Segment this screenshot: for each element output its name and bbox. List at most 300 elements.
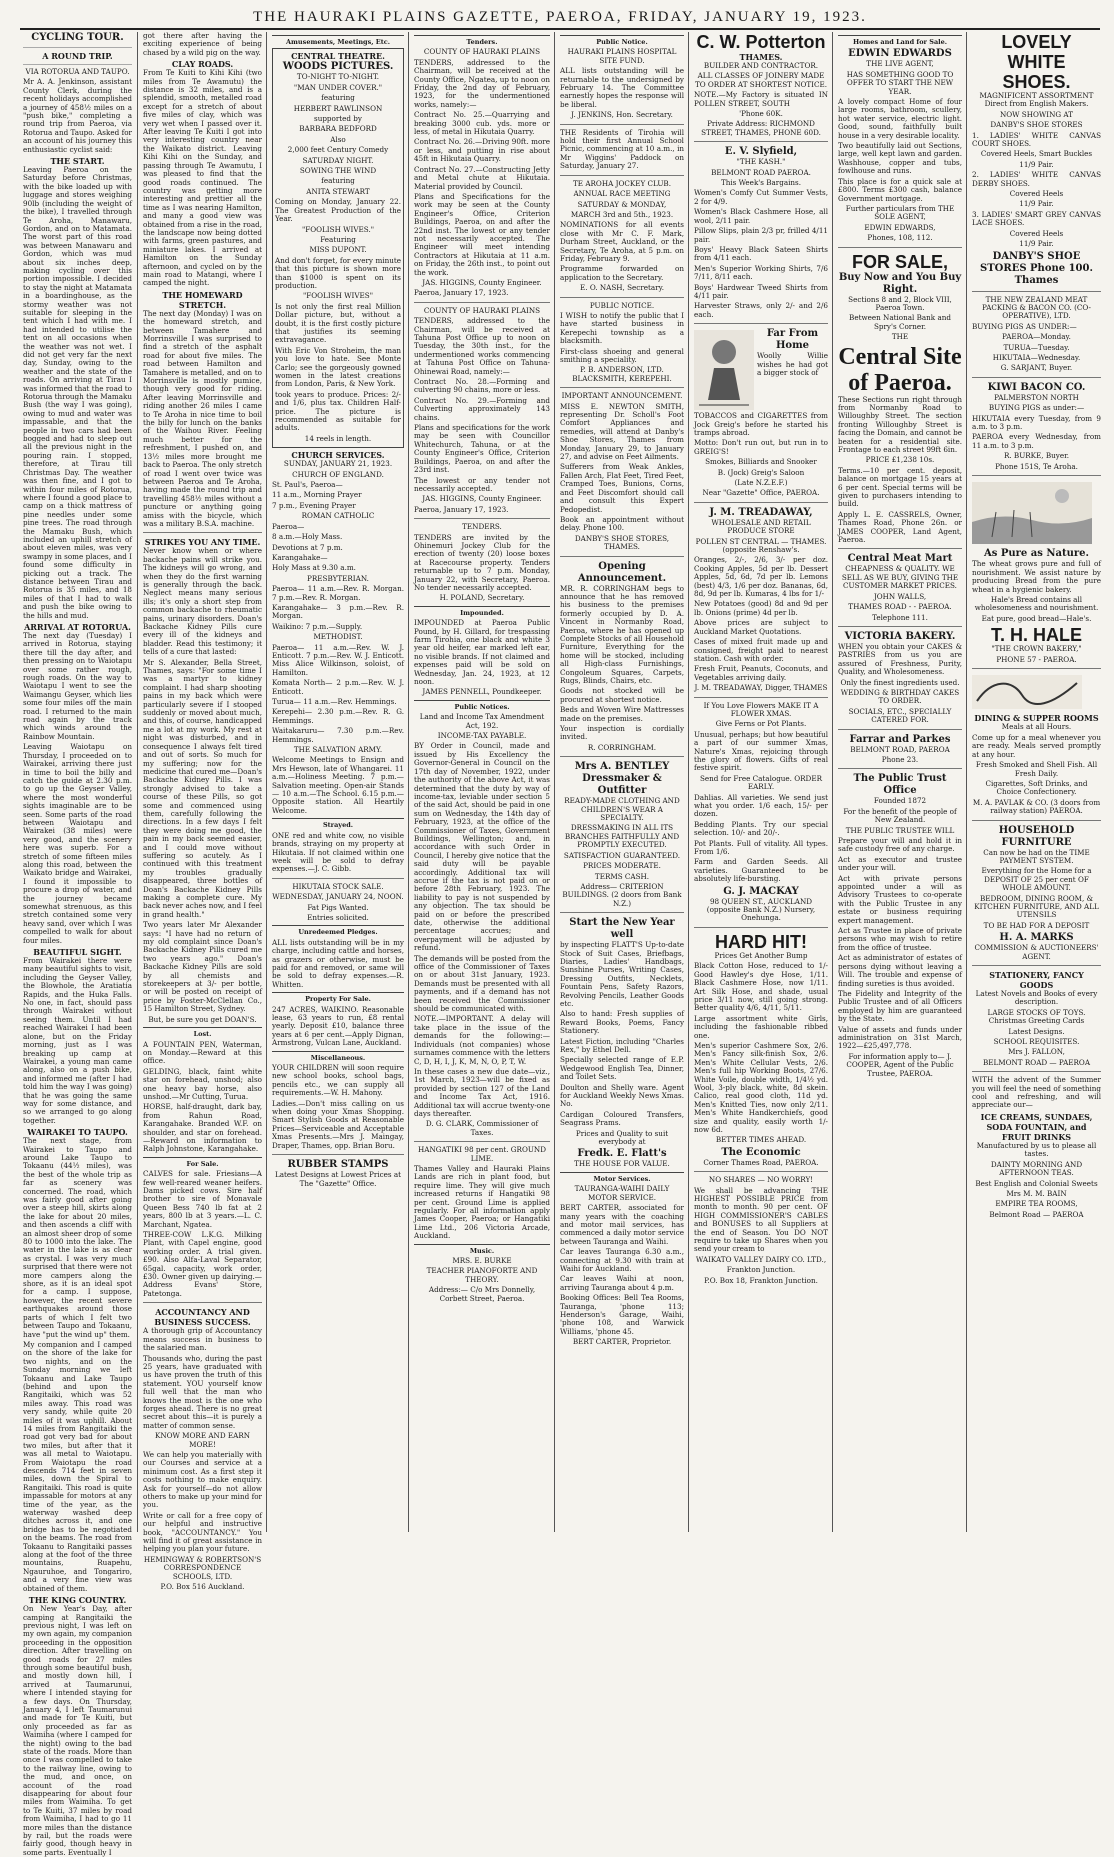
rubber-stamps: RUBBER STAMPS [287,1159,389,1171]
column-rule [137,32,138,1532]
text: TEACHER PIANOFORTE AND THEORY. [426,1266,538,1284]
text: ROMAN CATHOLIC [301,511,375,521]
film-title: SOWING THE WIND [299,166,377,176]
signature: JAS. HIGGINS, County Engineer. [422,277,542,287]
paragraph: Never know when or where backache pains will strike you. The kidneys will go wrong, and when they do the first warning is generally through the back. Neglect means many serious ills; it's only a short step from common backache to rheumatic pains, urinary disorders. Doan's Backache Kidney Pills cure every ill of the kidneys and bladder. Read this testimony; it tells of a cure that lasted: [143,546,262,657]
hard-hit-heading: HARD HIT! [715,931,807,952]
text: Booking Offices: Bell Tea Rooms, Tauranga, 'phone 113; Henderson's Garage, Waihi, 'phone 108, and Warwick Williams, 'phone 45. [560,1293,684,1336]
paragraph: The next day (Tuesday) I arrived in Rotorua, staying there till the day after, and then pressing on to Waiotapu over some rather rough, rough roads. On the way to Waiotapu I went to see the Waimangu Geyser, which lies some four miles off the main road. I returned to the main road again by the track which winds around the Rainbow Mountain. [23,631,132,741]
classified: HORSE, half-draught, dark bay, from Rahun Road, Karangahake. Branded W.F. on shoulder, and star on forehead.—Reward on information to Ralph Johnstone, Karangahake. [143,1102,262,1154]
text: We shall be advancing THE HIGHEST POSSIBLE PRICE from month to month. 90 per cent. OF HIGH COMMISSIONER'S CABLES and BONUSES to all Suppliers at the end of Season. You DO NOT require to take up Shares when you send your cream to [694,1185,828,1254]
dining-heading: DINING & SUPPER ROOMS [974,713,1099,724]
text: Black Cotton Hose, reduced to 1/- Good Hawley's dye Hose, 1/11. Black Cashmere Hose, now 1/11. Art Silk Hose, and shade, usual price 3/11 now, still going strong. Better quality 4/6, 4/11, 5/11. [694,961,828,1013]
section-label: Public Notices. [414,700,550,711]
section-label: Motor Services. [560,1172,684,1183]
section-heading: THE HOMEWARD STRETCH. [162,289,243,310]
signature: D. G. CLARK, Commissioner of Taxes. [425,1119,539,1137]
text: PRICE £1,238 10s. [865,455,935,465]
text: St. Paul's, Paeroa— [272,480,343,490]
text: 11/9 Pair. [1019,199,1054,209]
paragraph: P.O. Box 516 Auckland. [160,1582,245,1592]
text: Book an appointment without delay. Phone 100. [560,514,684,533]
text: JOHN WALLS, [873,591,927,601]
signature: R. CORRINGHAM. [587,742,657,752]
ad-heading: STRIKES YOU ANY TIME. [144,537,261,548]
column-rule [554,32,555,1532]
text: TERMS CASH. [594,871,650,881]
text: Bedding Plants. Try our special selection. 10/- and 20/-. [694,819,828,838]
masthead: THE HAURAKI PLAINS GAZETTE, PAEROA, FRIDAY, JANUARY 19, 1923. [20,6,1100,30]
text: Plans and specifications for the work may be seen with Councillor Whitechurch, Tahuna, or at the County Engineer's Office, Criterion Buildings, Paeroa, on and after the 23rd inst. [414,423,550,475]
classified: GELDING, black, faint white star on forehead, unshod; also one heavy bay horse, also unshod.—Mr Cutting, Turua. [143,1066,262,1101]
text: 11 a.m., Morning Prayer [272,490,362,500]
text: SOCIALS, ETC., SPECIALLY CATERED FOR. [848,706,952,725]
section-label: Property For Sale. [272,992,404,1003]
paragraph: Leaving Paeroa on the Saturday before Christmas, with the bike loaded up with luggage and stores weighing 90lb (including the weight of the bike), I travelled through Te Aroha, Manawaru, Gordon, and on to Matamata. The worst part of this road was between Manawaru and Gordon, which was mud about six inches deep, making cycling over this portion impossible. I decided to stay the night at Matamata in a boardinghouse, as the stormy weather was not suitable for sleeping in the tent which I had with me. I had intended to utilise the tent on all occasions when the weather was not wet. I did not get very far the next day, Sunday, owing to the weather and the state of the roads. On arriving at Tirau I was informed that the road to Rotorua through the Mamaku Bush (the way I was going), owing to mud and water was impassable, and that the people in two cars had been bogged and had to sleep out all the previous night in the pouring rain. I stopped, therefore, at Tirau till Christmas Day. The weather was then fine, and I got to within four miles of Rotorua, where I found a good place to camp on a thick mattress of pine needles under some pine trees. The road through the Mamaku Bush, which included an uphill stretch of about eleven miles, was very swampy in some places, and I found some difficulty in picking out a track. The distance between Tirau and Rotorua is 35 miles, and 18 miles of that I had to walk and push the bike owing to the hills and mud. [23,165,132,620]
section-label: Unredeemed Pledges. [272,925,404,936]
text: Pot Plants. Full of vitality. All types. From 1/6. [694,838,828,857]
text: Latest Novels and Books of every description. [975,989,1098,1007]
column-cycling-tour [20,32,135,1857]
text: Programme forwarded on application to the Secretary. [560,264,684,282]
paragraph: Mr S. Alexander, Bella Street, Thames, says: "For some time I was a martyr to kidney complaint. I had sharp shooting pains in my back which were particularly severe if I stooped suddenly or moved about much, and this, of course, handicapped me a lot at my work. My rest at night was disturbed, and in consequence I always felt tired and out of sorts. So much for my suffering; now for the medicine that cured me—Doan's Backache Kidney Pills. I was strongly advised to take a course of these Pills, so got some and commenced using them, carefully following the directions. In a few days I felt they were doing me good, the pain in my back seemed easier, and I could move without suffering so acutely. As I continued with this treatment my troubles gradually disappeared, three bottles of Doan's Backache Kidney Pills making a complete cure. My back never aches now, and I feel in grand health." [143,657,262,919]
text: 11/9 Pair. [1019,239,1054,249]
text: featuring [321,93,355,103]
text: TE AROHA JOCKEY CLUB. [573,178,671,188]
classified: A FOUNTAIN PEN, Waterman, on Monday.—Reward at this office. [143,1039,262,1066]
text: METHODIST. [313,632,363,642]
text: MR. R. CORRINGHAM begs to announce that he has removed his business to the premises formerly occupied by D. A. Vincent in Normanby Road, Paeroa, where he has opened up Complete Stocks of all Household Furniture, Everything for the home will be stocked, including all High-class Furnishings, Congoleum Squares, Carpets, Rugs, Blinds, Chairs, etc. [560,583,684,685]
text: SUNDAY, JANUARY 21, 1923. [283,459,393,469]
text: 8 a.m.—Holy Mass. [272,532,343,542]
text: SATURDAY & MONDAY, [577,199,667,209]
text: by inspecting FLATT'S Up-to-date Stock of Suit Cases, Briefbags, Diaries, Ladies' Handbags, Sunshine Purses, Writing Cases, Dressing Outfits, Necklets, Fountain Pens, Safety Razors, Revolving Pencils, Leather Goods etc. [560,940,684,1008]
text: Cases of mixed fruit made up and consigned, freight paid to nearest station. Cash with order. [694,637,828,663]
classified: ONE red and white cow, no visible brands, straying on my property at Hikutaia. If not claimed within one week will be sold to defray expenses.—J. C. Gibb. [272,830,404,874]
text: Everything for the Home for a DEPOSIT OF 25 per cent OF WHOLE AMOUNT. [981,866,1092,893]
text: Value of assets and funds under administration on 31st March, 1922—£25,497,778. [838,1024,962,1051]
text: Corner Thames Road, PAEROA. [703,1157,819,1167]
text: SATISFACTION GUARANTEED. [563,850,681,860]
wheat-field-illustration [972,482,1092,544]
text: THE SALVATION ARMY. [293,745,383,755]
text: For information apply to— J. COOPER, Agent of the Public Trustee, PAEROA. [846,1051,954,1078]
text: The wheat grows pure and full of nourishment. We assist nature by producing Bread from the pure wheat in a hygienic bakery. [972,559,1101,594]
column-rule [266,32,267,1532]
text: Also to hand: Fresh supplies of Reward Books, Poems, Fancy Stationery. [560,1009,684,1036]
text: Doulton and Shelly ware. Agent for Auckland Weekly News Xmas. No. [560,1082,684,1109]
text: Goods not stocked will be procured at shortest notice. [560,686,684,704]
text: BETTER TIMES AHEAD. [715,1135,807,1145]
text: Paeroa, January 17, 1923. [414,288,509,298]
text: Pillow Slips, plain 2/3 pr, frilled 4/11 pair. [694,226,828,244]
text: Address— CRITERION BUILDINGS. (2 doors from Bank N.Z.) [562,881,682,908]
text: Private Address: RICHMOND STREET, THAMES, PHONE 60D. [701,119,821,137]
kiwi-bacon-heading: KIWI BACON CO. [987,381,1086,393]
text: Sections 8 and 2, Block VIII, Paeroa Town. [848,294,952,312]
text: Paeroa— [272,521,305,531]
text: The demands will be posted from the office of the Commissioner of Taxes on or about 31st January, 1923. Demands must be presented with all payments, and if a demand has not been received the Commissioner should be communicated with. [414,953,550,1014]
classified: Ladies.—Don't miss calling on us when doing your Xmas Shopping. Smart Stylish Goods at Reasonable Prices—Serviceable and Acceptable Xmas Presents.—Mrs J. Maingay, Draper, Thames, opp. Brian Boru. [272,1098,404,1150]
classified: CALVES for sale. Friesians—A few well-reared weaner heifers. Dams picked cows. Sire half brother to sire of Monavale Queen Bess 740 lb fat at 2 years, 800 lb at 3 years.—L. C. Marchant, Ngatea. [143,1169,262,1229]
text: Frankton Junction. [726,1265,796,1275]
text: READY-MADE CLOTHING AND CHILDREN'S WEAR A SPECIALTY. [564,796,680,823]
text: Manufactured by us to please all tastes. [976,1140,1097,1159]
text: Belmont Road — PAEROA [989,1209,1084,1219]
text: Paeroa— 11 a.m.—Rev. R. Morgan. 7 p.m.—Rev. R. Morgan. [272,584,404,602]
text: ANNUAL RACE MEETING [573,189,671,199]
text: LARGE STOCKS OF TOYS. Christmas Greeting Cards [987,1007,1086,1026]
text: CHEAPNESS & QUALITY. WE SELL AS WE BUY, GIVING THE CUSTOMER MARKET PRICES. [841,564,959,591]
text: Paeroa— 11 a.m.—Rev. W. J. Enticott. 7 p.m.—Rev. W. J. Enticott. Miss Alice Wilkinson, soloist, of Hamilton. [272,642,404,677]
lovely-white-shoes-heading: LOVELY WHITE SHOES. [1001,32,1072,92]
public-trust-heading: The Public Trust Office [853,773,947,797]
text: Covered Heels [1009,189,1064,199]
actor: BARBARA BEDFORD [299,124,377,134]
text: WHEN you obtain your CAKES & PASTRIES from us you are assured of Freshness, Purity, Quality, and Wholesomeness. [838,641,962,677]
text: Phone 23. [881,754,919,764]
column-rule [408,32,409,1532]
text: Latest Designs. [1008,1026,1065,1036]
section-label: Public Notice. [560,35,684,46]
text: PAEROA—Monday. [1002,332,1071,342]
text: TURUA—Tuesday. [1003,342,1070,352]
classified: 247 ACRES, WAIKINO. Reasonable lease, 63 years to run, £8 rental yearly. Deposit £10, balance three years at 6 per cent.—Apply Dignan, Armstrong, Vulcan Lane, Auckland. [272,1004,404,1048]
text: Above prices are subject to Auckland Market Quotations. [694,618,828,636]
farrar-heading: Farrar and Parkes [849,733,951,745]
text: Women's Black Cashmere Hose, all wool, 2/11 pair. [694,207,828,225]
text: Can now be had on the TIME PAYMENT SYSTEM. [983,847,1090,865]
article-subtitle-2: VIA ROTORUA AND TAUPO. [25,67,130,76]
section-label-sale: For Sale. [143,1157,262,1168]
text: Cigarettes, Soft Drinks, and Choice Confectionery. [985,778,1088,797]
text: In these cases a new due date—viz., 1st March, 1923—will be fixed as provided by section 127 of the Land and Income Tax Act, 1916. Additional tax will accrue twenty-one days thereafter. [414,1066,550,1118]
text: HIKUTAIA STOCK SALE. [292,881,384,891]
text: Farm and Garden Seeds. All varieties. Guaranteed to be absolutely life-bursting. [694,857,828,884]
paragraph: The next stage, from Wairakei to Taupo and around Lake Taupo to Tokaanu (44½ miles), was the best of the whole trip as far as scenery was concerned. The road, which was fairly good after going over a steep hill, skirts along the lake for about 20 miles, and then ascends a cliff with an almost sheer drop of some 80 to 1000 into the lake. The water in the lake is as clear as crystal. I was very much surprised that there were not more campers along the shore, as it is an ideal spot for a camp. I suppose, however, the recent severe earthquakes around those parts of which I felt two between Taupo and Tokaanu, have "put the wind up" them. [23,1136,132,1339]
text: WEDDING & BIRTHDAY CAKES TO ORDER. [840,687,960,706]
text: Apply L. E. CASSRELS, Owner, Thames Road, Phone 26n. or JAMES COOPER, Land Agent, Paeroa. [838,509,962,545]
text: BERT CARTER, associated for many years with the coaching and motor mail services, has commenced a daily motor service between Tauranga and Waihi. [560,1203,684,1246]
text: Smokes, Billiards and Snooker [705,457,817,467]
text: 98 QUEEN ST., AUCKLAND (opposite Bank N.Z.) Nursery, Onehunga. [706,896,816,923]
text: 14 reels in length. [304,433,372,443]
text: First-class shoeing and general smithing a speciality. [560,346,684,364]
column-rule [966,32,967,1532]
column-rule [832,32,833,1532]
bentley-heading: Mrs A. BENTLEY Dressmaker & Outfitter [574,761,670,797]
text: HAURAKI PLAINS HOSPITAL SITE FUND. [567,47,677,65]
paragraph: got there after having the exciting experience of being chased by a wild pig on the way. [143,31,262,57]
paragraph: Write or call for a free copy of our helpful and instructive book, "ACCOUNTANCY." You will find it of great assistance in helping you plan your future. [143,1510,262,1554]
section-label: Amusements, Meetings, Etc. [272,35,404,46]
section-heading: ARRIVAL AT ROTORUA. [24,622,131,632]
text: J. M. TREADAWAY, Digger, THAMES [694,683,828,693]
text: DANBY'S SHOE STORES [990,120,1083,130]
treadaway-heading: J. M. TREADAWAY, [709,506,813,518]
text: BELMONT ROAD, PAEROA [850,744,950,754]
text: HANGATIKI 98 per cent. GROUND LIME. [418,1145,546,1163]
text: A lovely compact Home of four large rooms, bathroom, scullery, hot water service, electric light. Good, sound, faithfully built house in a very desirable locality. [838,97,962,140]
text: took years to produce. Prices: 2/- and 1/6, plus tax. Children Half-price. The picture is recommended as suitable for adults. [275,389,401,433]
text: TENDERS are invited by the Ohinemuri Jockey Club for the erection of twenty (20) loose boxes at Racecourse property. Tenders returnable up to 7 p.m. Monday, January 22, with Secretary, Paeroa. No tender necessarily accepted. [414,532,550,592]
column-2 [140,31,265,1592]
text: Oranges, 2/-, 2/6, 3/- per doz. Cooking Apples, 5d per lb. Dessert Apples, 5d, 6d, 7d per lb. Lemons (best) 4/3, 1/6 per doz. Bananas, 6d, 8d, 9d per lb. Kumaras, 4 lbs for 1/- [694,555,828,599]
paragraph: Thousands who, during the past 25 years, have graduated with us have proven the truth of this statement. YOU yourself know full well that the man who knows the most is the one who forges ahead. There is no great secret about this—it is purely a matter of common sense. [143,1353,262,1430]
text: THE [891,332,909,342]
text: THE PUBLIC TRUSTEE WILL [845,825,955,835]
section-heading: THE KING COUNTRY. [28,1595,127,1606]
ad-heading: ACCOUNTANCY AND BUSINESS SUCCESS. [154,1307,251,1328]
text: Mrs M. M. BAIN [1006,1188,1067,1198]
column-3 [269,32,407,1532]
film-title: "MAN UNDER COVER." [293,82,383,92]
text: COMMISSION & AUCTIONEERS' AGENT. [974,943,1099,961]
text: HIKUTAIA—Wednesday. [992,352,1081,362]
pure-nature-heading: As Pure as Nature. [984,548,1089,560]
text: Devotions at 7 p.m. [272,542,343,552]
article-subtitle: A ROUND TRIP. [42,51,113,61]
text: R. BURKE, Buyer. [1003,451,1070,461]
text: IMPORTANT ANNOUNCEMENT. [561,391,683,401]
text: Komata North— 2 p.m.—Rev. W. J. Enticott. [272,678,404,696]
signature: JAS. HIGGINS, County Engineer. [422,494,542,504]
section-heading: WAIRAKEI TO TAUPO. [27,1127,128,1138]
text: Covered Heels [1009,228,1064,238]
text: EDWIN EDWARDS, [864,222,936,232]
text: Phone 151S, Te Aroha. [995,461,1078,471]
text: BUILDER AND CONTRACTOR. [703,61,819,70]
text: Act as Trustee in place of private persons who may wish to retire from the office of trustee. [838,926,962,952]
text: "THE CROWN BAKERY," [991,644,1082,654]
text: Only the finest ingredients used. [840,677,960,687]
text: Give Ferns or Pot Plants. [715,719,807,729]
pictures-title: WOODS PICTURES. [282,61,394,73]
text: (Late N.Z.E.F.) [734,478,788,487]
danby-heading: DANBY'S SHOE STORES Phone 100. Thames [980,250,1093,286]
text: THE NEW ZEALAND MEAT PACKING & BACON CO. (CO-OPERATIVE), LTD. [982,294,1091,321]
text: TENDERS. [462,522,502,532]
text: WAIKATO VALLEY DAIRY CO. LTD., [695,1254,827,1264]
text: BEDROOM, DINING ROOM, & KITCHEN FURNITURE, AND ALL UTENSILS [974,893,1099,920]
text: Your inspection is cordially invited. [560,724,684,742]
text: Waitakaruru— 7.30 p.m.—Rev. Hemmings. [272,726,404,744]
text: G. SARJANT, Buyer. [1000,363,1073,373]
signature: BERT CARTER, Proprietor. [572,1337,672,1347]
text: The Fidelity and Integrity of the Public Trustee and of all Officers employed by him are guaranteed by the State. [838,988,962,1024]
text: Contract No. 27.—Constructing Jetty and Metal chute at Hikutaia. Material provided by Council. [414,164,550,191]
text: THE HOUSE FOR VALUE. [574,1159,670,1169]
text: Waikino: 7 p.m.—Supply. [272,621,363,631]
ice-cream-heading: ICE CREAMS, SUNDAES, SODA FOUNTAIN, and FRUIT DRINKS [980,1111,1093,1142]
text: Contract No. 26.—Driving 90ft. more or less, and putting in rise about 45ft in Hikutaia Quarry. [414,137,550,164]
section-label: Homes and Land for Sale. [838,35,962,46]
article-title: CYCLING TOUR. [31,32,124,43]
section-heading: CLAY ROADS. [171,59,234,70]
column-4 [411,32,553,1532]
signature: E. O. NASH, Secretary. [580,283,664,293]
paragraph: KNOW MORE AND EARN MORE! [154,1431,251,1449]
text: Karangahake— 3 p.m.—Rev. R. Morgan. [272,602,404,621]
church-heading: CHURCH SERVICES. [291,450,385,461]
text: NOTE.—My Factory is situated IN POLLEN STREET, SOUTH [694,90,828,108]
text: Eat pure, good bread—Hale's. [981,613,1092,623]
film-title: "FOOLISH WIVES." [301,224,375,234]
text: Men's superior Cashmere Sox, 2/6. Men's Fancy silk-finish Sox, 2/6. Men's White Cellular Vests, 2/6. Men's full hip Working Boots, 27/6. White Voile, double width, 1/4½ yd. Wool, 3-ply black, white, 8d skein. Calico, real good cloth, 11d yd. Men's Knitted Ties, now only 2/11. Men's White Handkerchiefs, good size and quality, easily worth 1/- now 6d. [694,1040,828,1134]
text: The lowest or any tender not necessarily accepted. [414,475,550,493]
text: Sufferers from Weak Ankles, Fallen Arch, Flat Feet, Tired Feet, Cramped Toes, Bunions, Corns, and Feet Discomfort should call and consult this Expert Pedopedist. [560,462,684,514]
paragraph: Leaving Waiotapu on Thursday, I proceeded on to Wairakei, arriving there just in time to boil the billy and catch the guide at 2.30 p.m. to go up the Geyser Valley, where the most wonderful sights imaginable are to be seen. Some parts of the road between Waiotapu and Wairakei (38 miles) were very good, and the scenery here was superb. For a stretch of some fifteen miles along this road, between the Waikato bridge and Wairakei, I found it impossible to procure a drop of water, and the journey became somewhat strenuous, as this stretch contained some very heavy sand, over which I was compelled to walk for about four miles. [23,742,132,945]
text: Prepare your will and hold it in safe custody free of any charge. [838,836,962,854]
text: Meals at all Hours. [1001,722,1072,732]
signature: JAMES PENNELL, Poundkeeper. [422,687,542,697]
far-from-home-heading: Far From Home [766,328,819,352]
text: WEDNESDAY, JANUARY 24, NOON. [272,892,404,902]
meat-mart-heading: Central Meat Mart [847,553,953,565]
text: MARCH 3rd and 5th., 1923. [570,209,674,219]
column-8 [969,32,1104,1532]
classified: YOUR CHILDREN will soon require new school books, school bags, pencils etc., we can supply all requirements.—W. H. Mahony. [272,1063,404,1098]
for-sale-heading: FOR SALE, [851,251,948,272]
column-6 [691,32,831,1532]
section-label: Music. [414,1244,550,1255]
text: HAS SOMETHING GOOD TO OFFER TO START THE NEW YEAR. [846,69,954,96]
text: This Week's Bargains. [720,178,802,188]
text: Fat Pigs Wanted. [307,902,369,912]
paragraph: Two years later Mr Alexander says: "I have had no return of my old complaint since Doan's Backache Kidney Pills cured me two years ago." Doan's Backache Kidney Pills are sold by all chemists and storekeepers at 3/- per bottle, or will be posted on receipt of price by Foster-McClellan Co., 15 Hamilton Street, Sydney. [143,920,262,1014]
paragraph: A thorough grip of Accountancy means success in business to the salaried man. [143,1326,262,1353]
text: WHOLESALE AND RETAIL PRODUCE STORE [711,517,811,536]
text: Boys' Heavy Black Sateen Shirts from 4/11 each. [694,244,828,263]
text: BELMONT ROAD PAEROA. [711,167,811,177]
text: This place is for a quick sale at £800. Terms £300 cash, balance Government mortgage. [838,176,962,203]
text: BY Order in Council, made and issued by His Excellency the Governor-General in Council on the 17th day of November, 1922, under the authority of the above Act, it was determined that the duty by way of income-tax, leviable under section 5 of the said Act, should be paid in one sum on Wednesday, the 14th day of February, 1923, at the office of the Commissioner of Taxes, Government Buildings, Wellington; and, in accordance with such Order in Council, I hereby give notice that the said duty will be payable accordingly. Additional tax will accrue if the tax is not paid on or before 28th February, 1923. The liability to pay is not suspended by any objection. The tax should be paid on or before the prescribed date, otherwise the additional percentage accrues; and overpayment will be adjusted by refund. [414,741,550,953]
text: Two beautifully laid out Sections, large, well kept lawn and garden. Washhouse, copper and tubs, fowlhouse and runs. [838,141,962,176]
text: Founded 1872 [873,796,927,806]
text: Contract No. 28.—Forming and culverting 90 chains, more or less. [414,377,550,395]
text: Harvester Straws, only 2/- and 2/6 each. [694,301,828,319]
section-label: Miscellaneous. [272,1051,404,1062]
text: Fresh Fruit, Peanuts, Coconuts, and Vegetables arriving daily. [694,664,828,682]
text: HIKUTAIA every Tuesday, from 9 a.m. to 3 p.m. [972,413,1101,431]
text: WITH the advent of the Summer you will feel the need of something cool and refreshing, and will appreciate our— [972,1075,1101,1110]
text: Car leaves Waihi at noon, arriving Tauranga about 4 p.m. [560,1274,684,1292]
text: Act with private persons appointed under a will as Advisory Trustees to co-operate with the Public Trustee in any estate or business requiring expert management. [838,873,962,925]
text: Contract No. 29.—Forming and Culverting approximately 143 chains. [414,395,550,422]
central-site-heading: Central Site of Paeroa. [838,343,962,396]
text: Best English and Colonial Sweets [975,1178,1098,1188]
new-year-heading: Start the New Year well [569,917,675,941]
text: Send for Free Catalogue. ORDER EARLY. [700,773,822,792]
text: 'Phone 60K. [739,109,783,119]
paragraph: From Wairakei there were many beautiful sights to visit, including the Geyser Valley, the Blowhole, the Aratiatia Rapids, and the Huka Falls. No one, in fact, should pass through Wairakei without seeing them. Until I had reached Wairakei I had been alone, but on the Friday morning, just as I was breaking up camp at Wairakei, a young man came along, also on a push bike, and informed me (after I had told him the way I was going) that he was going the same way for some distance, and so we arranged to go along together. [23,956,132,1125]
section-label: Impounded. [414,606,550,617]
classified: ALL lists outstanding will be in my charge, including cattle and horses, as grazers or otherwise, must be paid for and removed, or same will be sold to defray expenses.—R. Whitten. [272,937,404,989]
text: Large assortment white Girls, including the fashionable ribbed one. [694,1013,828,1040]
text: IMPOUNDED at Paeroa Public Pound, by H. Gillard, for trespassing farm Tirohia, one black and white 3 year old heifer, ear marked left ear, no visible brands. If not claimed and expenses paid will be sold on Wednesday, Jan. 24, 1923, at 12 noon. [414,618,550,687]
hale-heading: T. H. HALE [990,625,1082,646]
text: THAMES. [739,52,783,62]
signature: P. B. ANDERSON, LTD. BLACKSMITH, KEREPEHI. [572,365,672,383]
text: POLLEN ST CENTRAL — THAMES. (opposite Renshaw's. [695,536,827,555]
text: NOTE.—IMPORTANT. A delay will take place in the issue of the demands for the following:—Individuals (not companies) whose surnames commence with the letters C, D, H, I, J, K, M, N, O, P, T, W. [414,1014,550,1066]
text: Also [330,134,346,144]
text: 11/9 Pair. [1019,159,1054,169]
text: B. (Jock) Greig's Saloon [717,467,805,477]
text: PRESBYTERIAN. [307,573,369,583]
text: 1. LADIES' WHITE CANVAS COURT SHOES. [972,130,1101,149]
text: With Eric Von Stroheim, the man you love to hate. See Monte Carlo; see the gorgeously gowned women in the latest creations from London, Paris, & New York. [275,345,401,389]
section-label-lost: Lost. [143,1027,262,1038]
text: Boys' Hardwear Tweed Shirts from 4/11 pair. [694,282,828,300]
text: Contract No. 25.—Quarrying and breaking 3000 cub. yds. more or less, of metal in Hikutaia Quarry. [414,110,550,137]
text: Is not only the first real Million Dollar picture, but, without a doubt, it is the first costly picture that justifies its seeming extravagance. [275,301,401,345]
text: Specially selected range of E.P. Wedgewood English Tea, Dinner, and Toilet Sets. [560,1055,684,1082]
woolly-willie-illustration [694,330,754,410]
text: PRICES MODERATE. [583,861,661,871]
paragraph: The next day (Monday) I was on the homeward stretch, and between Tamahere and Morrinsville I was surprised to find a stretch of the asphalt road for about five miles. The road between Hamilton and Tamahere is metalled, and on to Morrinsville is mostly pumice, though very good for riding. After leaving Morrinsville and riding another 26 miles I came to Te Aroha in nice time to boil the billy for lunch on the banks of the Waihou River. Feeling much better for the refreshment, I pushed on, and 13½ miles more brought me back to Paeroa. The only stretch of road I went over twice was between Paeroa and Te Aroha, having made the round trip and travelling 458½ miles without a puncture or anything going amiss with the bicycle, which was a military B.S.A. machine. [143,308,262,528]
text: Phones, 108, 112. [867,233,933,243]
text: Terms.—10 per cent. deposit, balance on mortgage 15 years at 6 per cent. Special terms will be given to purchasers intending to build. [838,465,962,509]
film-title: "FOOLISH WIVES" [302,291,374,301]
text: And don't forget, for every minute that this picture is shown more than $1000 is spent on its production. [275,255,401,290]
text: Paeroa, January 17, 1923. [414,504,509,514]
text: COUNTY OF HAURAKI PLAINS [423,305,541,315]
text: PHONE 57 - PAEROA. [996,654,1077,664]
text: Prices Get Another Bump [714,950,808,960]
text: Fresh Smoked and Shell Fish. All Fresh Daily. [975,760,1098,778]
text: ALL lists outstanding will be returnable to the undersigned by February 14. The Committee earnestly hopes the response will be liberal. [560,66,684,109]
text: NO SHARES — NO WORRY! [708,1175,814,1185]
text: Hale's Bread contains all wholesomeness and nourishment. [974,595,1099,613]
text: Karangahake— [272,552,328,562]
theatre-name: CENTRAL THEATRE. [291,51,385,62]
text: Act as executor and trustee under your will. [838,854,962,873]
text: Plans and Specifications for the work may be seen at the County Engineer's Office, Criterion Buildings, Paeroa, on and after the 22nd inst. The lowest or any tender not necessarily accepted. The Engineer will meet intending Contractors at Hikutaia at 11 a.m. on Friday, the 26th inst., to point out the work. [414,191,550,277]
section-heading: THE START. [50,156,105,167]
text: Buy Now and You Buy Right. [838,271,962,295]
text: I WISH to notify the public that I have started business in Kerepechi township as a blacksmith. [560,310,684,346]
text: SATURDAY NIGHT. [302,155,374,165]
text: BUYING PIGS AS UNDER:— [972,321,1077,331]
slyfield-heading: E. V. Slyfield, [724,146,798,158]
text: M. A. PAVLAK & CO. (3 doors from railway station) PAEROA. [972,797,1101,816]
script-logo-illustration [972,675,1082,709]
paragraph: Mr A. A. Jenkinson, assistant County Clerk, during the recent holidays accomplished a journey of 458½ miles on a "push bike," completing a round trip from Paeroa, via Rotorua and Taupo. Asked for an account of his journey this enthusiastic cyclist said: [23,77,132,154]
text: Further particulars from THE SOLE AGENT, [845,203,955,222]
text: TO-NIGHT TO-NIGHT. [296,72,380,82]
column-rule [688,32,689,1532]
text: Entries solicited. [307,912,369,922]
text: THE LIVE AGENT, [866,59,934,69]
text: Near "Gazette" Office, PAEROA. [702,488,820,498]
text: Featuring [320,234,356,244]
text: 2. LADIES' WHITE CANVAS DERBY SHOES. [972,170,1101,188]
text: Beds and Woven Wire Mattresses made on the premises. [560,705,684,723]
text: MISS E. NEWTON SMITH, representing Dr. Scholl's Foot Comfort Appliances and remedies, will attend at Danby's Shoe Stores, Thames from Monday, January 29, to January 27, and advise on Feet Ailments. [560,401,684,462]
text: Woolly Willie wishes he had got a bigger stock of [757,351,828,377]
stationery-heading: STATIONERY, FANCY GOODS [989,970,1084,990]
text: BUYING PIGS as under:— [988,403,1085,413]
text: Latest Designs at Lowest Prices at The "Gazette" Office. [274,1170,402,1188]
text: MAGNIFICENT ASSORTMENT Direct from English Makers. [979,91,1094,109]
text: 3. LADIES' SMART GREY CANVAS LACE SHOES. [972,209,1101,228]
text: 7 p.m., Evening Prayer [272,500,356,510]
text: MRS. E. BURKE [452,1256,512,1266]
text: Kerepehi— 2.30 p.m.—Rev. R. G. Hemmings. [272,707,404,725]
column-7 [835,32,965,1532]
text: Telephone 111. [872,612,928,622]
